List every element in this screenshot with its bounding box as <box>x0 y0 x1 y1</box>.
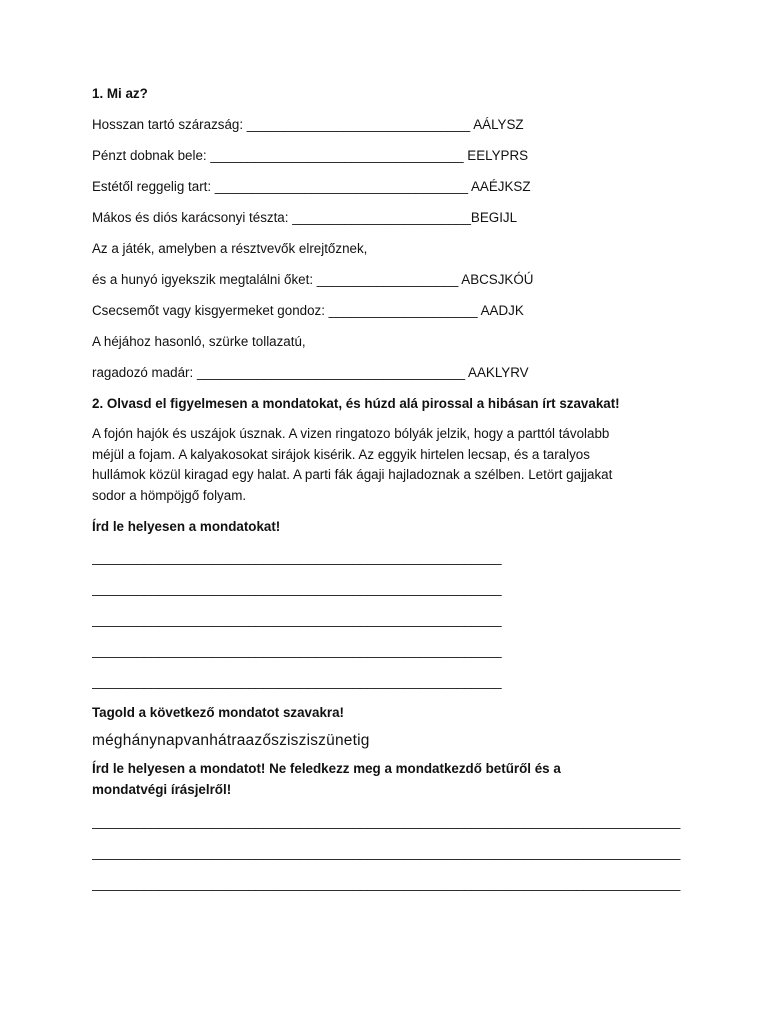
answer-line-3: _______________________________________________________ <box>92 612 502 627</box>
answer-line-1: _______________________________________________________ <box>92 550 502 565</box>
section2-write-instruction: Írd le helyesen a mondatokat! <box>92 519 281 534</box>
question-item-5-line1: Az a játék, amelyben a résztvevők elrejtőznek, <box>92 241 368 256</box>
question-item-7-line2: ragadozó madár: ____________________________________ AAKLYRV <box>92 365 529 380</box>
worksheet-page <box>92 84 682 905</box>
section3-instruction: Tagold a következő mondatot szavakra! <box>92 705 345 720</box>
faulty-text-line-2: méjül a fojam. A kalyakosokat sirájok kisérik. Az eggyik hirtelen lecsap, és a taralyos <box>92 446 590 462</box>
question-item-5-line2: és a hunyó igyekszik megtalálni őket: ___________________ ABCSJKÓÚ <box>92 272 534 287</box>
joined-sentence: méghánynapvanhátraazőszisziszünetig <box>92 732 370 749</box>
section3-write-instruction-line-1: Írd le helyesen a mondatot! Ne feledkezz meg a mondatkezdő betűről és a <box>92 761 561 776</box>
answer-line-4: _______________________________________________________ <box>92 643 502 658</box>
question-item-3: Estétől reggelig tart: __________________________________ AAÉJKSZ <box>92 179 531 194</box>
sentence-answer-line-3: _______________________________________________________________________________ <box>92 876 681 891</box>
faulty-text-line-4: sodor a hömpöjgő folyam. <box>92 487 247 503</box>
answer-line-2: _______________________________________________________ <box>92 581 502 596</box>
section1-title: 1. Mi az? <box>92 86 148 101</box>
sentence-answer-line-2: _______________________________________________________________________________ <box>92 845 681 860</box>
section3-write-instruction <box>92 759 682 801</box>
sentence-answer-line-1: _______________________________________________________________________________ <box>92 814 681 829</box>
section2-title: 2. Olvasd el figyelmesen a mondatokat, és húzd alá pirossal a hibásan írt szavakat! <box>92 396 620 411</box>
question-item-2: Pénzt dobnak bele: __________________________________ EELYPRS <box>92 148 529 163</box>
section3-write-instruction-line-2: mondatvégi írásjelről! <box>92 782 232 797</box>
faulty-text-line-1: A fojón hajók és uszájok úsznak. A vizen ringatozo bólyák jelzik, hogy a parttól távolabb <box>92 426 610 441</box>
question-item-7-line1: A héjához hasonló, szürke tollazatú, <box>92 334 306 349</box>
faulty-text-line-3: hullámok közül kiragad egy halat. A parti fák ágaji hajladoznak a szélben. Letört gajjakat <box>92 467 613 482</box>
answer-line-5: _______________________________________________________ <box>92 674 502 689</box>
question-item-1: Hosszan tartó szárazság: ______________________________ AÁLYSZ <box>92 117 524 132</box>
faulty-text-paragraph <box>92 424 682 506</box>
question-item-4: Mákos és diós karácsonyi tészta: ________________________BEGIJL <box>92 210 518 225</box>
question-item-6: Csecsemőt vagy kisgyermeket gondoz: ____________________ AADJK <box>92 303 524 318</box>
